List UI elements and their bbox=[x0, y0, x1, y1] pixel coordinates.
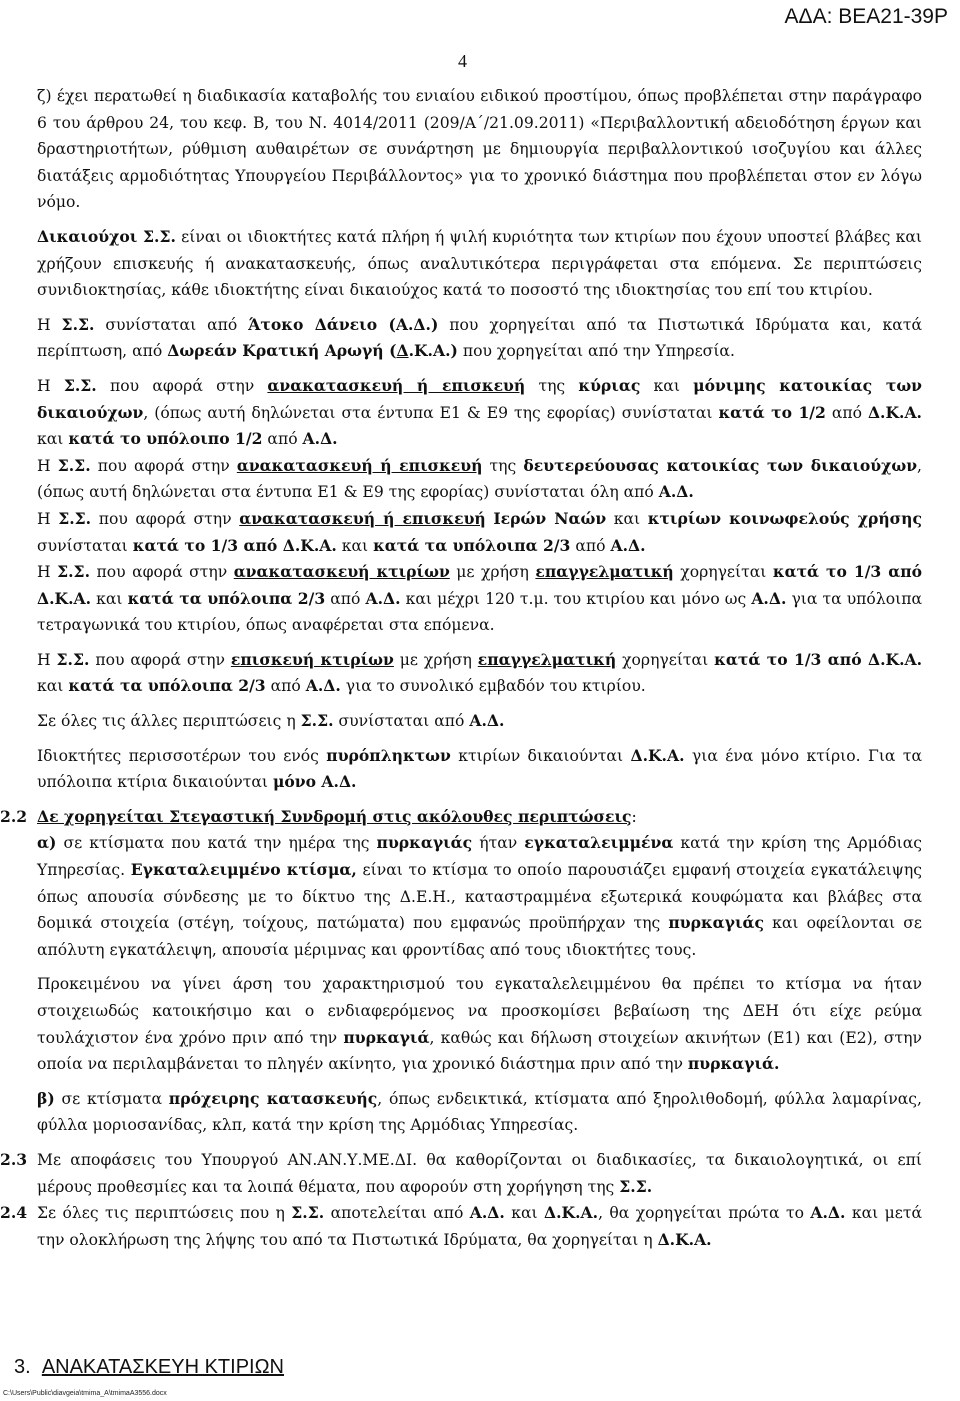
text: με χρήση bbox=[449, 563, 536, 582]
text: συνίσταται από bbox=[94, 315, 249, 334]
text: , (όπως αυτή δηλώνεται στα έντυπα Ε1 & Ε9 της εφορίας) συνίσταται bbox=[143, 403, 719, 422]
section-2-2 bbox=[0, 804, 922, 1139]
text: από bbox=[825, 403, 868, 422]
bold-text: κατά το 1/3 από Δ.Κ.Α. bbox=[132, 535, 337, 555]
text: και bbox=[91, 589, 128, 608]
bold-underlined-text: επαγγελματική bbox=[477, 649, 617, 669]
text: που χορηγείται από την Υπηρεσία. bbox=[457, 342, 735, 361]
bold-text: κατά τα υπόλοιπα 2/3 bbox=[373, 535, 571, 555]
paragraph-main-residence bbox=[37, 373, 922, 453]
section-3-title: ΑΝΑΚΑΤΑΣΚΕΥΗ ΚΤΙΡΙΩΝ bbox=[41, 1356, 284, 1378]
bold-text: κτιρίων κοινωφελούς χρήσης bbox=[647, 508, 922, 528]
section-text bbox=[37, 1200, 922, 1253]
bold-text: κατά το 1/3 από Δ.Κ.Α. bbox=[714, 649, 923, 669]
text: , όπως ενδεικτικά, κτίσματα από ξηρολιθοδομή, φύλλα λαμαρίνας, φύλλα μοριοσανίδας, κλπ, κατά την κρίση της Αρμόδιας Υπηρεσίας. bbox=[37, 1089, 922, 1135]
text: είναι το κτίσμα το οποίο παρουσιάζει εμφανή στοιχεία εγκατάλειψης όπως απουσία σύνδεσης με το δίκτυο της Δ.Ε.Η., καταστραμμένα εξωτερικά κουφώματα και βλάβες στα δομικά στοιχεία (στέγη, τοίχους, πατώματα) που εμφανώς προϋπήρχαν της bbox=[37, 861, 922, 933]
item-b bbox=[37, 1086, 922, 1139]
bold-text: Εγκαταλειμμένο κτίσμα, bbox=[130, 860, 357, 880]
bold-text: Δ.Κ.Α. bbox=[544, 1203, 599, 1223]
text: που χορηγείται από τα Πιστωτικά Ιδρύματα και, κατά περίπτωση, από bbox=[37, 315, 922, 361]
text: Σε όλες τις περιπτώσεις που η bbox=[37, 1204, 292, 1223]
text: , καθώς και δήλωση στοιχείων ακινήτων (Ε1) και (Ε2), στην οποία να περιλαμβάνεται το πληγέν ακίνητο, για χρονικό διάστημα πριν από την bbox=[37, 1028, 922, 1074]
bold-text: Σ.Σ. bbox=[58, 508, 92, 528]
text: Ιδιοκτήτες περισσοτέρων του ενός bbox=[37, 746, 327, 765]
bold-text: β) bbox=[37, 1088, 55, 1108]
text: ήταν bbox=[472, 834, 525, 853]
text: από bbox=[265, 677, 306, 696]
section-text bbox=[37, 1147, 922, 1200]
footer-file-path: C:\Users\Public\diavgeia\tmima_A\tmimaA3556.docx bbox=[3, 1390, 167, 1397]
section-number: 2.2 bbox=[0, 806, 28, 826]
bold-text: πρόχειρης κατασκευής bbox=[168, 1088, 378, 1108]
paragraph-professional-reconstruction bbox=[37, 559, 922, 639]
bold-text: Α.Δ. bbox=[469, 711, 505, 731]
text: αποτελείται από bbox=[324, 1204, 470, 1223]
text: είναι οι ιδιοκτήτες κατά πλήρη ή ψιλή κυριότητα των κτιρίων που έχουν υποστεί βλάβες και χρήζουν επισκευής ή ανακατασκευής, όπως αναλυτικότερα περιγράφεται στα επόμενα. Σε περιπτώσεις συνιδιοκτησίας, κάθε ιδιοκτήτης είναι δικαιούχος κατά το ποσοστό της ιδιοκτησίας του επί του κτιρίου. bbox=[37, 227, 923, 300]
bold-text: πυρκαγιάς bbox=[668, 913, 765, 933]
section-heading bbox=[37, 804, 922, 831]
text: και bbox=[37, 430, 69, 449]
text: χορηγείται bbox=[673, 563, 773, 582]
text: και bbox=[606, 509, 648, 528]
section-3-heading bbox=[14, 1353, 284, 1381]
bold-text: Σ.Σ. bbox=[57, 562, 91, 582]
bold-text: δευτερεύουσας κατοικίας των δικαιούχων bbox=[523, 455, 918, 475]
bold-text: Α.Δ. bbox=[610, 535, 646, 555]
text: Η bbox=[37, 509, 59, 528]
text: και μέχρι 120 τ.μ. του κτιρίου και μόνο ως bbox=[400, 589, 752, 608]
text: συνίσταται bbox=[37, 536, 133, 555]
text: Η bbox=[37, 315, 62, 334]
bold-text: Α.Δ. bbox=[469, 1203, 505, 1223]
bold-underlined-text: ανακατασκευή ή επισκευή bbox=[236, 455, 483, 475]
text: κατά την κρίση της Αρμόδιας Υπηρεσίας. bbox=[37, 834, 922, 880]
bold-text: Α.Δ. bbox=[751, 588, 787, 608]
text: σε κτίσματα bbox=[54, 1089, 169, 1108]
text: συνίσταται από bbox=[333, 712, 470, 731]
document-body bbox=[0, 83, 923, 1253]
bold-text: α) bbox=[37, 833, 57, 853]
bold-text: πυρκαγιά bbox=[343, 1027, 430, 1047]
text: κτιρίων δικαιούνται bbox=[450, 746, 631, 765]
text: και bbox=[504, 1204, 545, 1223]
text: , (όπως αυτή δηλώνεται στα έντυπα Ε1 & Ε9 της εφορίας) συνίσταται όλη από bbox=[37, 456, 922, 502]
ada-code: ΑΔΑ: ΒΕΑ21-39Ρ bbox=[784, 5, 948, 28]
text: Η bbox=[37, 563, 58, 582]
text: σε κτίσματα που κατά την ημέρα της bbox=[56, 834, 377, 853]
bold-text: Σ.Σ. bbox=[291, 1203, 325, 1223]
text: Με αποφάσεις του Υπουργού ΑΝ.ΑΝ.Υ.ΜΕ.ΔΙ. θα καθορίζονται οι διαδικασίες, τα δικαιολογητικά, οι επί μέρους προθεσμίες και τα λοιπά θέματα, που αφορούν στη χορήγηση της bbox=[37, 1150, 922, 1196]
section-2-3 bbox=[0, 1147, 922, 1200]
bold-text: κατά το 1/2 bbox=[718, 402, 826, 422]
bold-text: πυρόπληκτων bbox=[326, 745, 451, 765]
text: και bbox=[640, 376, 694, 395]
bold-text: Α.Δ. bbox=[305, 676, 341, 696]
text: που αφορά στην bbox=[96, 376, 268, 395]
text: και bbox=[37, 677, 69, 696]
text: Η bbox=[37, 650, 57, 669]
bold-text: Δ.Κ.Α. bbox=[630, 745, 685, 765]
paragraph-professional-repair bbox=[37, 647, 922, 700]
text: που αφορά στην bbox=[91, 509, 240, 528]
bold-text: πυρκαγιά. bbox=[687, 1054, 780, 1074]
bold-text: Α.Δ. bbox=[302, 429, 338, 449]
bold-text: Σ.Σ. bbox=[300, 711, 334, 731]
bold-text: κατά τα υπόλοιπα 2/3 bbox=[68, 676, 266, 696]
page-number: 4 bbox=[458, 51, 467, 71]
section-2-4 bbox=[0, 1200, 922, 1253]
text: και οφείλονται σε απόλυτη εγκατάλειψη, απουσία μέριμνας και φροντίδας από τους ιδιοκτήτες τους. bbox=[37, 914, 922, 959]
bold-text: κατά τα υπόλοιπα 2/3 bbox=[127, 588, 326, 608]
paragraph-other-cases bbox=[37, 708, 922, 735]
text: που αφορά στην bbox=[90, 456, 237, 475]
section-number: 2.4 bbox=[0, 1203, 28, 1223]
text: Η bbox=[37, 456, 58, 475]
bold-text: πυρκαγιάς bbox=[376, 833, 473, 853]
text: για το συνολικό εμβαδόν του κτιρίου. bbox=[340, 677, 646, 696]
bold-text: Σ.Σ. bbox=[56, 649, 90, 669]
bold-text: μόνιμης κατοικίας των δικαιούχων bbox=[37, 375, 922, 422]
text: Σε όλες τις άλλες περιπτώσεις η bbox=[37, 712, 301, 731]
text: και bbox=[336, 536, 374, 555]
text: της bbox=[525, 376, 579, 395]
paragraph-multiple-owners bbox=[37, 743, 922, 796]
paragraph-secondary-residence bbox=[37, 453, 922, 506]
paragraph-churches bbox=[37, 506, 922, 559]
bold-underlined-text: επαγγελματική bbox=[535, 562, 674, 582]
paragraph-composition bbox=[37, 312, 922, 365]
bold-text: κατά το 1/3 από Δ.Κ.Α. bbox=[37, 562, 923, 608]
text: : bbox=[631, 807, 637, 826]
bold-text: Α.Δ. bbox=[365, 588, 401, 608]
bold-text: μόνο Α.Δ. bbox=[272, 772, 357, 792]
text: από bbox=[570, 536, 611, 555]
text: για τα υπόλοιπα τετραγωνικά του κτιρίου, όπως αναφέρεται στα επόμενα. bbox=[37, 589, 922, 635]
bold-underlined-text: ανακατασκευή κτιρίων bbox=[233, 562, 450, 582]
text: από bbox=[325, 589, 366, 608]
bold-text: Δ.Κ.Α. bbox=[657, 1229, 712, 1249]
bold-text: Δ.Κ.Α. bbox=[867, 402, 922, 422]
section-3-number: 3. bbox=[14, 1356, 31, 1378]
bold-text: .Κ.Α.) bbox=[408, 341, 458, 361]
text: της bbox=[482, 456, 524, 475]
bold-underlined-text: Δ bbox=[396, 341, 409, 361]
text: που αφορά στην bbox=[89, 650, 231, 669]
bold-underlined-text: ανακατασκευή ή επισκευή bbox=[267, 375, 526, 395]
text: με χρήση bbox=[393, 650, 478, 669]
bold-text: Δικαιούχοι Σ.Σ. bbox=[37, 226, 176, 246]
text: για ένα μόνο κτίριο. Για τα υπόλοιπα κτίρια δικαιούνται bbox=[37, 746, 923, 792]
item-a bbox=[37, 830, 922, 963]
section-number: 2.3 bbox=[0, 1149, 28, 1169]
text: Η bbox=[37, 376, 64, 395]
bold-underlined-text: επισκευή κτιρίων bbox=[230, 649, 394, 669]
paragraph-zeta: ζ) έχει περατωθεί η διαδικασία καταβολής του ενιαίου ειδικού προστίμου, όπως προβλέπεται στην παράγραφο 6 του άρθρου 24, του κεφ. Β, του Ν. 4014/2011 (209/Α΄/21.09.2011) «Περιβαλλοντική αδειοδότηση έργων και δραστηριοτήτων, ρύθμιση αυθαιρέτων σε συνάρτηση με δημιουργία περιβαλλοντικού ισοζυγίου και άλλες διατάξεις αρμοδιότητας Υπουργείου Περιβάλλοντος» για το χρονικό διάστημα που προβλέπεται στον εν λόγω νόμο. bbox=[37, 87, 922, 212]
bold-text: Σ.Σ. bbox=[63, 375, 97, 395]
text: Προκειμένου να γίνει άρση του χαρακτηρισμού του εγκαταλελειμμένου θα πρέπει το κτίσμα να ήταν στοιχειωδώς κατοικήσιμο και ο ενδιαφερόμενος να προσκομίσει βεβαίωση της ΔΕΗ ότι είχε ρεύμα τουλάχιστον ένα χρόνο πριν από την bbox=[37, 975, 922, 1047]
bold-text: κατά το υπόλοιπο 1/2 bbox=[68, 429, 263, 449]
bold-text: Σ.Σ. bbox=[619, 1176, 653, 1196]
item-a-continuation bbox=[37, 971, 922, 1077]
text: που αφορά στην bbox=[90, 563, 234, 582]
bold-text: Ιερών Ναών bbox=[493, 508, 607, 528]
bold-underlined-text: Δε χορηγείται Στεγαστική Συνδρομή στις ακόλουθες περιπτώσεις bbox=[37, 806, 632, 826]
bold-text: Α.Δ. bbox=[658, 482, 694, 502]
bold-text: Άτοκο Δάνειο (Α.Δ.) bbox=[248, 314, 439, 334]
bold-text: κύριας bbox=[578, 375, 641, 395]
text: από bbox=[262, 430, 303, 449]
bold-underlined-text: ανακατασκευή ή επισκευή bbox=[239, 508, 486, 528]
bold-text: Σ.Σ. bbox=[57, 455, 91, 475]
bold-text: εγκαταλειμμένα bbox=[524, 833, 674, 853]
text: και μετά την ολοκλήρωση της λήψης του από τα Πιστωτικά Ιδρύματα, θα χορηγείται η bbox=[37, 1204, 922, 1249]
bold-text: Δωρεάν Κρατική Αρωγή ( bbox=[167, 341, 397, 361]
paragraph-beneficiaries bbox=[37, 224, 922, 304]
bold-text: Α.Δ. bbox=[810, 1203, 846, 1223]
text: χορηγείται bbox=[616, 650, 715, 669]
text: , θα χορηγείται πρώτα το bbox=[598, 1204, 811, 1223]
bold-text: Σ.Σ. bbox=[61, 314, 95, 334]
